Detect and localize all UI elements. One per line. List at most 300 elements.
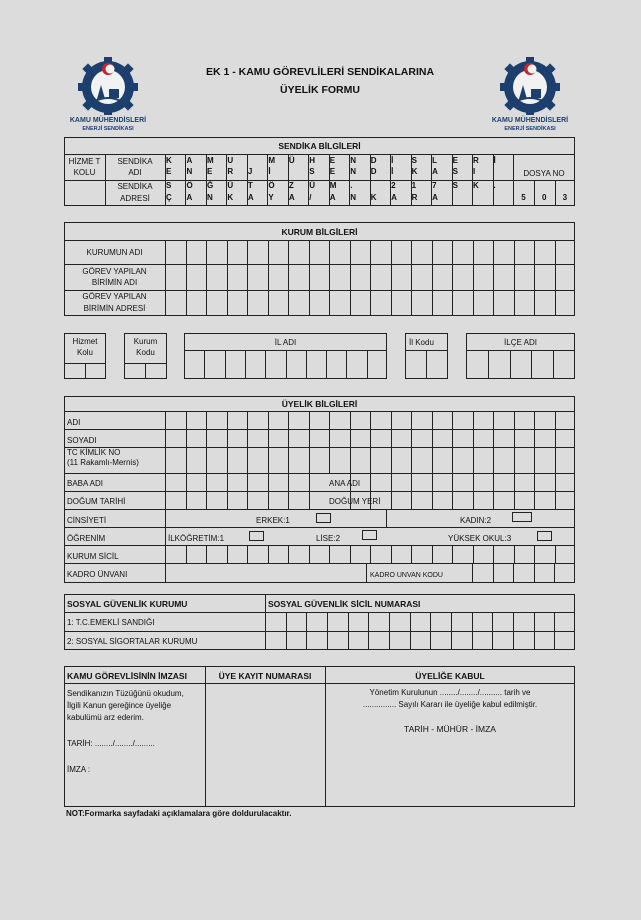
grid-letter: S xyxy=(166,181,172,190)
grid-letter: Ü xyxy=(227,181,234,190)
grid-line xyxy=(165,545,166,563)
grid-letter: Ö xyxy=(186,181,193,190)
grid-line xyxy=(247,411,248,429)
tc-kimlik-label: TC KİMLİK NO (11 Rakamlı-Mernis) xyxy=(67,448,139,467)
grid-line xyxy=(488,350,489,379)
grid-line xyxy=(350,447,351,473)
grid-letter: Ü xyxy=(288,156,295,165)
grid-line xyxy=(492,612,493,650)
grid-letter: S xyxy=(452,167,458,176)
grid-line xyxy=(247,491,248,509)
sendika-heading: SENDİKA BİLGİLERİ xyxy=(278,141,361,151)
grid-line xyxy=(206,411,207,429)
grid-line xyxy=(227,545,228,563)
grid-line xyxy=(493,491,494,509)
grid-line xyxy=(411,447,412,473)
kadro-unvani-label: KADRO ÜNVANI xyxy=(67,570,128,579)
grid-line xyxy=(391,545,392,563)
kabul-heading: ÜYELİĞE KABUL xyxy=(415,671,485,681)
gorev-birim-adres-label: GÖREV YAPILAN BİRİMİN ADRESİ xyxy=(82,292,147,313)
grid-line xyxy=(555,545,556,563)
grid-line xyxy=(553,350,554,379)
grid-line xyxy=(327,612,328,650)
grid-line xyxy=(227,447,228,473)
grid-line xyxy=(391,491,392,509)
grid-letter: R xyxy=(227,167,234,176)
grid-line xyxy=(411,473,412,491)
grid-line xyxy=(309,491,310,509)
grid-line xyxy=(329,240,330,316)
grid-line xyxy=(268,429,269,447)
grid-letter: M xyxy=(206,156,214,165)
gorev-birim-adi-label: GÖREV YAPILAN BİRİMİN ADI xyxy=(82,267,147,287)
il-adi-label: İL ADI xyxy=(274,338,297,347)
grid-line xyxy=(227,240,228,316)
union-logo-right xyxy=(489,55,571,135)
grid-line xyxy=(309,545,310,563)
grid-letter: K xyxy=(473,181,479,190)
grid-letter: A xyxy=(247,193,254,202)
grid-line xyxy=(452,447,453,473)
grid-line xyxy=(514,240,515,316)
form-title: EK 1 - KAMU GÖREVLİLERİ SENDİKALARINA xyxy=(205,66,435,78)
grid-line xyxy=(555,429,556,447)
grid-line xyxy=(432,545,433,563)
grid-line xyxy=(186,545,187,563)
grid-line xyxy=(452,429,453,447)
grid-line xyxy=(286,612,287,650)
grid-line xyxy=(350,429,351,447)
grid-line xyxy=(225,350,226,379)
grid-line xyxy=(534,491,535,509)
grid-line xyxy=(370,545,371,563)
grid-line xyxy=(165,447,166,473)
dosya-no-label: DOSYA NO xyxy=(523,169,565,178)
grid-line xyxy=(452,545,453,563)
grid-line xyxy=(245,350,246,379)
grid-letter: İ xyxy=(493,156,496,165)
sosyal-kurumu-heading: SOSYAL GÜVENLİK KURUMU xyxy=(67,599,188,609)
grid-line xyxy=(329,545,330,563)
grid-line xyxy=(350,545,351,563)
grid-line xyxy=(309,411,310,429)
dosya-no-digit: 3 xyxy=(562,193,568,202)
grid-line xyxy=(206,447,207,473)
grid-letter: K xyxy=(227,193,234,202)
grid-line xyxy=(306,612,307,650)
dosya-no-digit: 0 xyxy=(541,193,547,202)
grid-letter: H xyxy=(309,156,316,165)
grid-line xyxy=(534,447,535,473)
grid-line xyxy=(309,447,310,473)
grid-line xyxy=(227,429,228,447)
grid-line xyxy=(513,563,514,583)
kadin-label: KADIN:2 xyxy=(460,516,492,525)
grid-letter: L xyxy=(432,156,437,165)
erkek-checkbox[interactable] xyxy=(316,513,331,523)
grid-letter: A xyxy=(186,193,193,202)
grid-letter: Ü xyxy=(309,181,316,190)
grid-line xyxy=(306,350,307,379)
grid-letter: N xyxy=(206,193,213,202)
form-subtitle: ÜYELİK FORMU xyxy=(280,84,360,96)
grid-line xyxy=(411,545,412,563)
grid-line xyxy=(534,563,535,583)
grid-line xyxy=(350,240,351,316)
grid-line xyxy=(206,240,207,316)
dogum-tarihi-label: DOĞUM TARİHİ xyxy=(67,497,126,506)
grid-line xyxy=(268,545,269,563)
grid-line xyxy=(514,447,515,473)
grid-line xyxy=(288,491,289,509)
grid-line xyxy=(554,612,555,650)
grid-line xyxy=(366,563,367,583)
grid-line xyxy=(493,447,494,473)
row-line xyxy=(64,527,575,528)
grid-line xyxy=(186,429,187,447)
grid-letter: A xyxy=(186,156,193,165)
grid-line xyxy=(432,473,433,491)
adi-label: ADI xyxy=(67,418,81,427)
grid-letter: T xyxy=(247,181,253,190)
grid-line xyxy=(268,447,269,473)
grid-letter: A xyxy=(432,167,438,176)
grid-line xyxy=(370,411,371,429)
ilkogretim-checkbox[interactable] xyxy=(249,531,264,541)
grid-line xyxy=(432,447,433,473)
row-line xyxy=(64,473,575,474)
grid-line xyxy=(534,411,535,429)
grid-line xyxy=(326,350,327,379)
grid-line xyxy=(288,411,289,429)
grid-line xyxy=(473,429,474,447)
grid-line xyxy=(411,429,412,447)
baba-adi-label: BABA ADI xyxy=(67,479,104,488)
grid-letter: A xyxy=(288,193,295,202)
grid-letter: . xyxy=(493,181,496,190)
grid-line xyxy=(451,612,452,650)
grid-letter: E xyxy=(206,167,213,176)
grid-line xyxy=(288,473,289,491)
grid-line xyxy=(186,491,187,509)
grid-line xyxy=(268,411,269,429)
lise-label: LİSE:2 xyxy=(316,534,341,543)
grid-line xyxy=(206,473,207,491)
grid-line xyxy=(247,545,248,563)
grid-line xyxy=(513,612,514,650)
soyadi-label: SOYADI xyxy=(67,436,97,445)
grid-letter: İ xyxy=(391,156,394,165)
grid-line xyxy=(288,429,289,447)
il-kodu-label: İl Kodu xyxy=(409,338,434,347)
grid-line xyxy=(514,491,515,509)
grid-line xyxy=(309,240,310,316)
lise-checkbox[interactable] xyxy=(362,530,377,540)
cinsiyeti-label: CİNSİYETİ xyxy=(67,516,107,525)
grid-letter: S xyxy=(452,181,458,190)
grid-line xyxy=(452,473,453,491)
yuksek-okul-checkbox[interactable] xyxy=(537,531,552,541)
grid-line xyxy=(432,429,433,447)
grid-line xyxy=(186,411,187,429)
grid-letter: I xyxy=(473,167,476,176)
yuksek-okul-label: YÜKSEK OKUL:3 xyxy=(448,534,512,543)
grid-letter: A xyxy=(391,193,397,202)
grid-letter: Y xyxy=(268,193,274,202)
grid-line xyxy=(534,429,535,447)
grid-letter: Ğ xyxy=(206,181,214,190)
row-line xyxy=(64,491,575,492)
grid-line xyxy=(514,429,515,447)
grid-line xyxy=(370,447,371,473)
grid-line xyxy=(247,447,248,473)
membership-statement: Sendikanızın Tüzüğünü okudum, İlgili Kanun gereğince üyeliğe kabulümü arz ederim. xyxy=(67,689,184,722)
grid-line xyxy=(227,411,228,429)
grid-letter: D xyxy=(370,156,377,165)
grid-letter: S xyxy=(411,156,417,165)
grid-line xyxy=(389,612,390,650)
grid-line xyxy=(430,612,431,650)
grid-line xyxy=(555,491,556,509)
sosyal-sicil-heading: SOSYAL GÜVENLİK SİCİL NUMARASI xyxy=(268,599,421,609)
grid-line xyxy=(514,473,515,491)
grid-line xyxy=(534,240,535,316)
row-line xyxy=(64,447,575,448)
grid-letter: E xyxy=(166,167,172,176)
kurum-adi-label: KURUMUN ADI xyxy=(86,248,143,257)
grid-letter: Ç xyxy=(166,193,172,202)
grid-line xyxy=(534,473,535,491)
grid-line xyxy=(348,612,349,650)
ilkogretim-label: İLKÖĞRETİM:1 xyxy=(168,534,225,543)
grid-letter: 2 xyxy=(391,181,396,190)
grid-line xyxy=(531,350,532,379)
grid-line xyxy=(204,350,205,379)
grid-line xyxy=(493,429,494,447)
grid-line xyxy=(514,411,515,429)
hizmet-kolu-label: HİZME T KOLU xyxy=(68,157,101,177)
grid-letter: M xyxy=(329,181,337,190)
hizmet-kolu-code-label: Hizmet Kolu xyxy=(72,337,98,357)
grid-line xyxy=(493,411,494,429)
grid-line xyxy=(288,240,289,316)
grid-line xyxy=(165,429,166,447)
grid-line xyxy=(391,240,392,316)
grid-line xyxy=(391,411,392,429)
grid-letter: A xyxy=(329,193,336,202)
grid-line xyxy=(555,240,556,316)
grid-letter: E xyxy=(329,167,336,176)
grid-line xyxy=(247,473,248,491)
grid-line xyxy=(473,447,474,473)
kabul-text-line2: ............... Sayılı Kararı ile üyeliğe kabul edilmiştir. xyxy=(362,700,538,709)
grid-letter: İ xyxy=(268,167,271,176)
grid-letter: R xyxy=(411,193,418,202)
row-line xyxy=(64,429,575,430)
grid-line xyxy=(329,447,330,473)
row-line xyxy=(64,411,575,412)
sendika-adi-label: SENDİKA ADI xyxy=(117,157,153,177)
grid-line xyxy=(206,545,207,563)
grid-line xyxy=(432,411,433,429)
erkek-label: ERKEK:1 xyxy=(256,516,290,525)
grid-line xyxy=(247,429,248,447)
gear-icon xyxy=(489,55,571,115)
grid-letter: N xyxy=(350,156,357,165)
grid-line xyxy=(386,509,387,527)
ssk-option: 2: SOSYAL SİGORTALAR KURUMU xyxy=(67,637,198,646)
grid-line xyxy=(268,491,269,509)
uyelik-heading: ÜYELİK BİLGİLERİ xyxy=(281,399,358,409)
grid-letter: S xyxy=(309,167,315,176)
row-line xyxy=(64,509,575,510)
logo-name: KAMU MÜHENDİSLERİ xyxy=(69,117,147,124)
ilce-adi-label: İLÇE ADI xyxy=(504,338,537,347)
grid-line xyxy=(391,447,392,473)
imza-field[interactable]: İMZA : xyxy=(67,765,91,774)
grid-line xyxy=(186,240,187,316)
grid-line xyxy=(186,447,187,473)
grid-line xyxy=(227,473,228,491)
grid-letter: İ xyxy=(391,167,394,176)
grid-letter: E xyxy=(329,156,336,165)
grid-line xyxy=(555,473,556,491)
row-line xyxy=(64,545,575,546)
grid-line xyxy=(227,491,228,509)
grid-line xyxy=(286,350,287,379)
grid-letter: J xyxy=(247,167,253,176)
grid-line xyxy=(411,411,412,429)
grid-letter: K xyxy=(166,156,172,165)
union-logo-left xyxy=(67,55,149,135)
grid-letter: Z xyxy=(288,181,294,190)
grid-line xyxy=(452,491,453,509)
grid-line xyxy=(473,491,474,509)
kadro-unvan-kodu-label: KADRO UNVAN KODU xyxy=(370,572,443,579)
grid-line xyxy=(206,429,207,447)
grid-line xyxy=(288,545,289,563)
grid-line xyxy=(410,612,411,650)
grid-letter: A xyxy=(432,193,438,202)
grid-line xyxy=(370,240,371,316)
grid-line xyxy=(288,447,289,473)
grid-line xyxy=(370,429,371,447)
grid-line xyxy=(268,240,269,316)
grid-line xyxy=(391,429,392,447)
grid-line xyxy=(206,491,207,509)
grid-line xyxy=(473,545,474,563)
grid-letter: . xyxy=(350,181,353,190)
grid-line xyxy=(329,411,330,429)
uyelik-section xyxy=(64,396,575,583)
ana-adi-label: ANA ADI xyxy=(329,479,361,488)
logo-subtitle: ENERJİ SENDİKASI xyxy=(82,126,134,132)
logo-subtitle: ENERJİ SENDİKASI xyxy=(504,126,556,132)
grid-line xyxy=(473,240,474,316)
kadin-checkbox[interactable] xyxy=(512,512,532,522)
grid-line xyxy=(534,612,535,650)
grid-line xyxy=(452,240,453,316)
grid-line xyxy=(350,411,351,429)
kayit-heading: ÜYE KAYIT NUMARASI xyxy=(218,671,312,681)
grid-letter: D xyxy=(370,167,377,176)
grid-letter: 7 xyxy=(432,181,437,190)
grid-line xyxy=(268,473,269,491)
grid-line xyxy=(432,240,433,316)
grid-line xyxy=(472,563,473,583)
grid-line xyxy=(346,350,347,379)
imza-heading: KAMU GÖREVLİSİNİN İMZASI xyxy=(67,671,187,681)
tarih-field[interactable]: TARİH: ......../......../......... xyxy=(67,739,155,748)
grid-line xyxy=(473,411,474,429)
grid-line xyxy=(265,350,266,379)
grid-letter: K xyxy=(411,167,418,176)
grid-line xyxy=(329,429,330,447)
grid-line xyxy=(370,473,371,491)
grid-line xyxy=(411,491,412,509)
grid-line xyxy=(186,473,187,491)
dogum-yeri-label: DOĞUM YERİ xyxy=(329,497,381,506)
grid-line xyxy=(165,491,166,509)
sendika-adresi-label: SENDİKA ADRESİ xyxy=(117,182,153,203)
grid-letter: M xyxy=(268,156,276,165)
grid-line xyxy=(367,350,368,379)
grid-line xyxy=(555,411,556,429)
grid-line xyxy=(165,411,166,429)
grid-letter: N xyxy=(350,193,357,202)
grid-line xyxy=(554,563,555,583)
grid-letter: E xyxy=(452,156,458,165)
grid-line xyxy=(514,545,515,563)
grid-line xyxy=(165,473,166,491)
kurum-sicil-label: KURUM SİCİL xyxy=(67,552,119,561)
grid-letter: / xyxy=(309,193,312,202)
dosya-no-digit: 5 xyxy=(521,193,526,202)
emekli-sandigi-option: 1: T.C.EMEKLİ SANDIĞI xyxy=(67,618,155,627)
row-line xyxy=(64,563,575,564)
footer-note: NOT:Formarka sayfadaki açıklamalara göre doldurulacaktır. xyxy=(66,809,292,818)
grid-line xyxy=(309,473,310,491)
kabul-text-line1: Yönetim Kurulunun ......../......../.......... tarih ve xyxy=(369,688,531,697)
ogrenim-label: ÖĞRENİM xyxy=(67,534,106,543)
grid-letter: K xyxy=(370,193,377,202)
grid-letter: N xyxy=(186,167,193,176)
grid-line xyxy=(472,612,473,650)
grid-line xyxy=(368,612,369,650)
grid-line xyxy=(411,240,412,316)
grid-line xyxy=(493,545,494,563)
grid-line xyxy=(493,563,494,583)
grid-line xyxy=(309,429,310,447)
grid-letter: Ö xyxy=(268,181,275,190)
grid-line xyxy=(165,563,166,583)
grid-line xyxy=(555,447,556,473)
grid-letter: R xyxy=(473,156,479,165)
grid-line xyxy=(493,473,494,491)
grid-line xyxy=(473,473,474,491)
grid-line xyxy=(391,473,392,491)
grid-line xyxy=(510,350,511,379)
kurum-kodu-label: Kurum Kodu xyxy=(133,337,158,357)
grid-line xyxy=(452,411,453,429)
grid-line xyxy=(534,545,535,563)
grid-letter: U xyxy=(227,156,234,165)
grid-line xyxy=(432,491,433,509)
kurum-heading: KURUM BİLGİLERİ xyxy=(281,227,358,237)
grid-line xyxy=(493,240,494,316)
grid-line xyxy=(247,240,248,316)
grid-letter: 1 xyxy=(411,181,417,190)
